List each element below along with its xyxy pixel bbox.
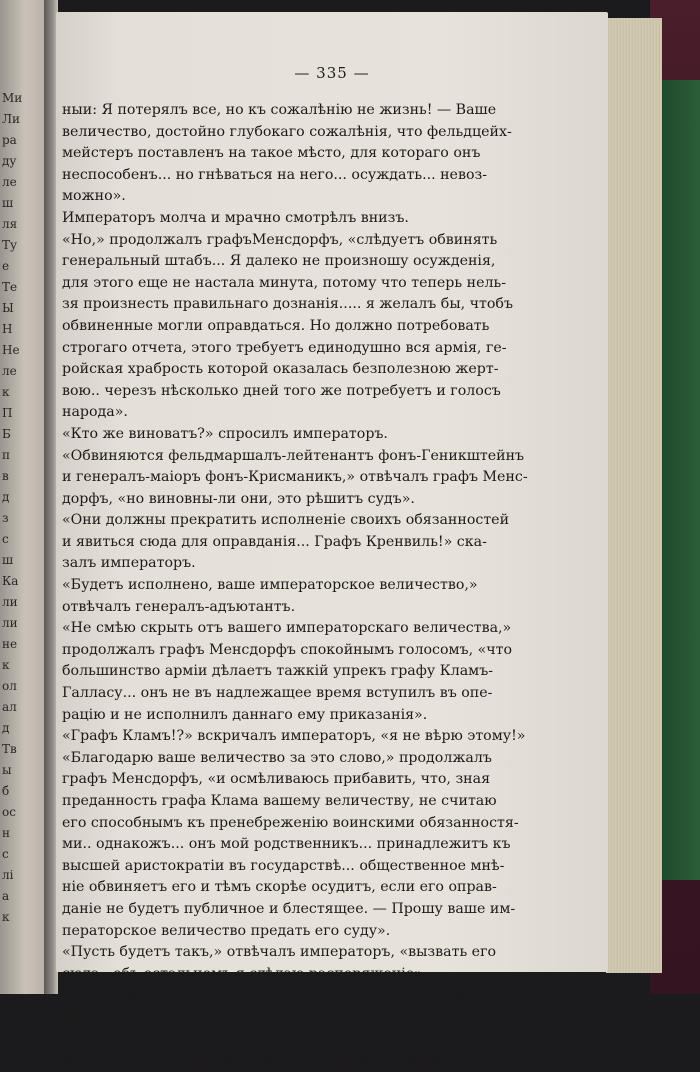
text-line: дорфъ, «но виновны-ли они, это рѣшитъ судъ». [62,490,415,507]
text-line: продолжалъ графъ Менсдорфъ спокойнымъ голосомъ, «что [62,641,513,658]
text-line: ройская храбрость которой оказалась безполезною жерт- [62,361,499,378]
text-line: «Ваше величество», отвѣчалъ графъ Менсдорфъ, «въ ар- [62,1030,490,1047]
text-line: строгаго отчета, этого требуетъ единодушно вся армія, ге- [62,339,507,356]
left-page-fragment: д [2,490,10,504]
text-line: графъ Менсдорфъ, «и осмѣливаюсь прибавить, что, зная [62,771,491,788]
text-line: мейстеръ поставленъ на такое мѣсто, для котораго онъ [62,145,481,162]
left-page-fragment: ле [2,175,17,189]
left-page-fragment: Не [2,343,20,357]
text-line: неспособенъ... но гнѣваться на него... осуждать... невоз- [62,166,488,183]
text-line: можно». [62,188,126,205]
right-page [56,12,608,1069]
left-page-fragment: Б [2,427,11,441]
left-page-fragment: ы [2,763,12,777]
text-line: «Благодарю ваше величество за это слово,» продолжалъ [62,749,492,766]
text-line: ператорское величество предать его суду». [62,922,391,939]
left-page-fragment: з [2,511,9,525]
page-text [62,100,530,1072]
text-line: его способнымъ къ пренебреженію воинскими обязанностя- [62,814,519,831]
left-page-fragment: лі [2,868,14,882]
text-line: ніе обвиняетъ его и тѣмъ скорѣе осудитъ, если его оправ- [62,879,497,896]
left-page-edge [0,0,46,994]
left-page-fragment: Ми [2,91,23,105]
left-page-fragment: б [2,784,10,798]
text-line: даніе не будетъ публичное и блестящее. — Прошу ваше им- [62,900,516,917]
text-line: «Обвиняются фельдмаршалъ-лейтенантъ фонъ-Геникштейнъ [62,447,525,464]
left-page-fragment: к [2,385,10,399]
book-cover-green [660,80,700,880]
page-number: — 335 — [294,64,370,82]
left-page-fragment: ли [2,595,18,609]
left-page-fragment: ол [2,679,17,693]
left-page-fragment: ш [2,553,14,567]
text-line: залъ императоръ. [62,555,196,572]
text-line: безнадежно?» [62,1008,170,1025]
text-line: генеральный штабъ... Я далеко не произношу осужденія, [62,253,496,270]
text-line: міи еще сто восемдесятъ тысячъ человѣкъ, правда, неспо- [62,1052,502,1069]
left-page-fragment: ос [2,805,16,819]
left-page-fragment: Ы [2,301,14,315]
text-line: большинство арміи дѣлаетъ тажкій упрекъ графу Кламъ- [62,663,494,680]
text-line: сюда.. объ остальномъ я сдѣлаю распоряженіе». [62,965,428,982]
left-page-fragment: в [2,469,9,483]
left-page-fragment: ш [2,196,14,210]
left-page-fragment: ал [2,700,17,714]
text-line: «Пусть будетъ такъ,» отвѣчалъ императоръ, «вызвать его [62,944,497,961]
text-line: рацію и не исполнилъ даннаго ему приказанія». [62,706,428,723]
left-page-fragment: н [2,826,10,840]
text-line: вою.. черезъ нѣсколько дней того же потребуетъ и голосъ [62,382,501,399]
text-line: ныи: Я потерялъ все, но къ сожалѣнію не жизнь! — Ваше [62,102,497,118]
text-line: преданность графа Клама вашему величеству, не считаю [62,793,497,809]
left-page-fragment: а [2,889,10,903]
left-page-fragment: Ли [2,112,21,126]
left-page-fragment: с [2,532,9,546]
page-edges [606,18,662,973]
left-page-fragment: ра [2,133,17,147]
text-line: ми.. однакожъ... онъ мой родственникъ... принадлежитъ къ [62,836,511,853]
left-page-fragment: Тв [2,742,17,756]
text-line: зя произнесть правильнаго дознанія..... я желалъ бы, чтобъ [62,296,513,313]
text-line: «Будетъ исполнено, ваше императорское величество,» [62,577,478,594]
left-page-fragment: Ка [2,574,19,588]
left-page-fragment: Н [2,322,13,336]
text-line: величество, достойно глубокаго сожалѣнія, что фельдцейх- [62,123,512,140]
left-page-fragment: к [2,910,10,924]
text-line: обвиненные могли оправдаться. Но должно потребовать [62,317,490,334]
left-page-fragment: не [2,637,18,651]
text-line: «Графъ Кламъ!?» вскричалъ императоръ, «я не вѣрю этому!» [62,728,526,745]
left-page-fragment: П [2,406,13,420]
left-page-fragment: ду [2,154,17,168]
left-page-fragment: ли [2,616,18,630]
left-page-fragment: с [2,847,9,861]
text-line: и генералъ-маіоръ фонъ-Крисманикъ,» отвѣчалъ графъ Менс- [62,469,528,486]
text-line: отвѣчалъ генералъ-адъютантъ. [62,598,296,615]
left-page-fragment: п [2,448,10,462]
text-line: высшей аристократіи въ государствѣ... общественное мнѣ- [62,857,505,874]
text-line: Императоръ молча и мрачно смотрѣлъ внизъ. [62,209,409,226]
left-page-fragment: ля [2,217,18,231]
left-page-fragment: д [2,721,10,735]
text-line: для этого еще не настала минута, потому что теперь нель- [62,274,507,291]
left-page-fragment: к [2,658,10,672]
left-page-fragment: Ту [2,238,18,252]
left-page-fragment: ле [2,364,17,378]
text-line: «Не смѣю скрыть отъ вашего императорскаго величества,» [62,620,512,637]
text-line: «Кто же виноватъ?» спросилъ императоръ. [62,425,388,442]
text-line: и явиться сюда для оправданія... Графъ Кренвиль!» ска- [62,533,487,550]
text-line: народа». [62,404,128,421]
text-line: Галласу... онъ не въ надлежащее время вступилъ въ опе- [62,685,493,702]
text-line: «Но что же дѣлать теперь,» продолжалъ онъ, «положеніе [62,987,498,1004]
text-line: «Они должны прекратить исполненіе своихъ обязанностей [62,512,510,529]
text-line: «Но,» продолжалъ графъМенсдорфъ, «слѣдуетъ обвинять [62,231,498,248]
left-page-fragment: Те [2,280,18,294]
left-page-fragment: е [2,259,10,273]
